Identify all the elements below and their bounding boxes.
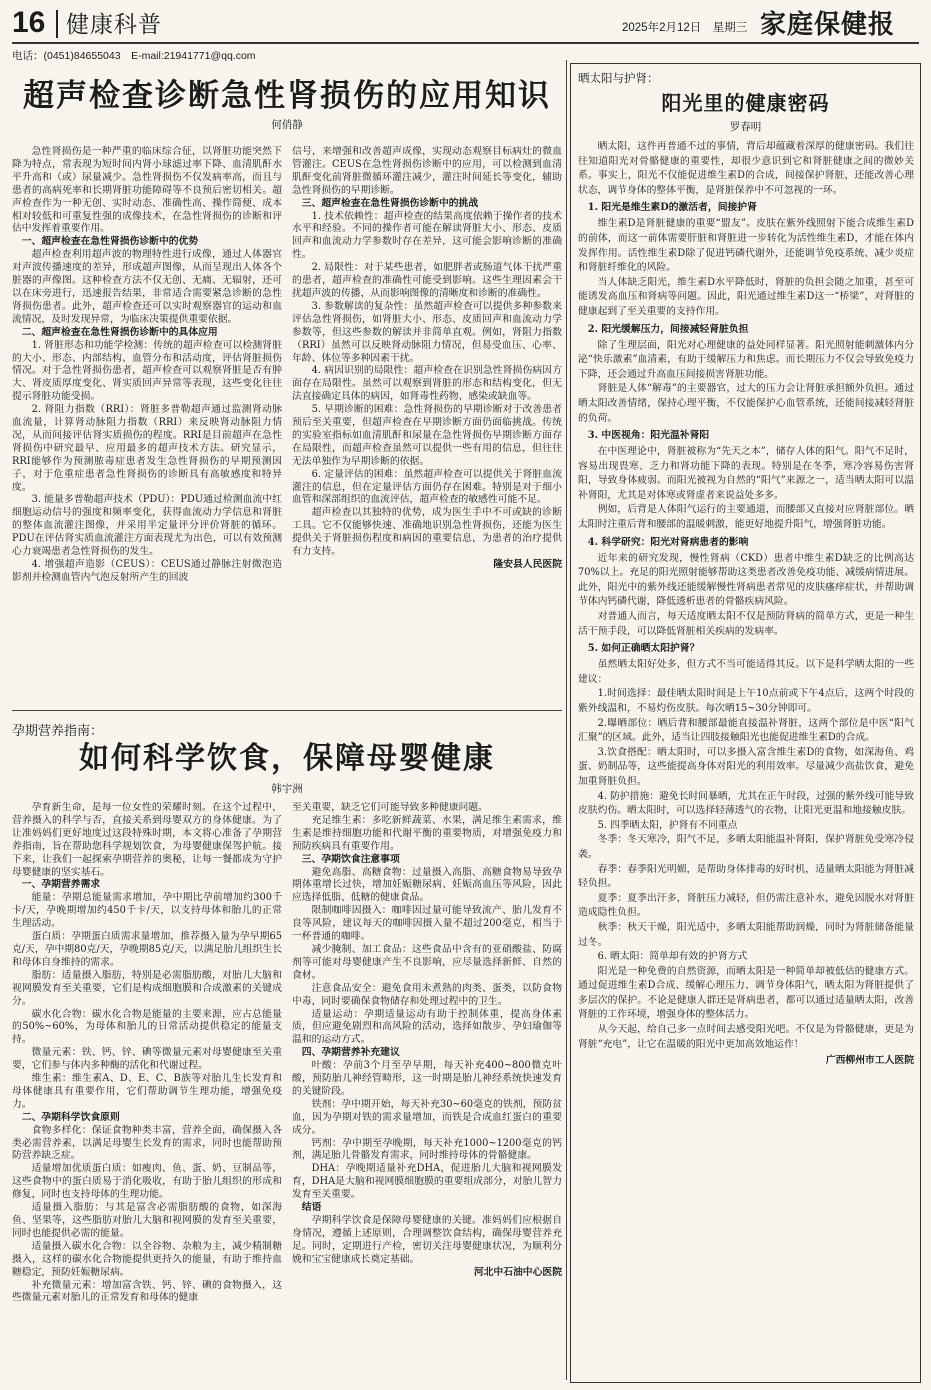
- article2-column-1: [12, 802, 282, 1382]
- paragraph: 孕育新生命，是每一位女性的荣耀时刻。在这个过程中，营养摄入的科学与否，直接关系到母婴双方的身体健康。为了让准妈妈们更好地度过这段特殊时期，本文将心准备了孕期营养指南，旨在帮助您科学规划饮食，为母婴健康保驾护航。接下来，让我们一起探索孕期营养的奥秘，让每一餐都成为守护母婴健康的坚实基石。: [12, 802, 282, 878]
- paragraph: 至关重要，缺乏它们可能导致多种健康问题。: [292, 802, 488, 813]
- paragraph: 注意食品安全：避免食用未煮熟的肉类、蛋类，以防食物中毒，同时要确保食物储存和处理过程中的卫生。: [292, 982, 562, 1007]
- paper-name: 家庭保健报: [760, 10, 896, 40]
- paragraph: 5. 四季晒太阳，护肾有不同重点: [597, 819, 738, 831]
- section-heading: 1. 阳光是维生素D的激活者，间接护肾: [587, 202, 757, 214]
- section-heading: 三、超声检查在急性肾损伤诊断中的挑战: [301, 197, 479, 209]
- paragraph: 秋季：秋天干燥，阳光适中，多晒太阳能帮助润燥，同时为肾脏储备能量过冬。: [578, 921, 914, 948]
- article2-kicker: 孕期营养指南：: [12, 724, 104, 739]
- paragraph: 除了生理层面，阳光对心理健康的益处同样显著。阳光照射能刺激体内分泌“快乐激素”血清素，有助于缓解压力和焦虑。而长期压力不仅会导致免疫力下降，还会通过升高血压间接损害肾脏功能。: [578, 339, 914, 380]
- paragraph: 适量摄入碳水化合物：以全谷物、杂粮为主，减少精制糖摄入，这样的碳水化合物能提供更持久的能量，有助于维持血糖稳定，预防妊娠糖尿病。: [12, 1240, 282, 1278]
- article3-kicker: 晒太阳与护肾：: [578, 71, 659, 85]
- paragraph: 虽然晒太阳好处多，但方式不当可能适得其反。以下是科学晒太阳的一些建议：: [578, 659, 914, 685]
- paragraph: 4. 病因识别的局限性：超声检查在识别急性肾损伤病因方面存在局限性。虽然可以观察到肾脏的形态和结构变化，但无法直接确定具体的病因，如肾毒性药物、感染或缺血等。: [292, 365, 562, 403]
- paragraph: 2. 局限性：对于某些患者，如肥胖者或肠道气体干扰严重的患者，超声检查的准确性可能受到影响。这些生理因素会干扰超声波的传播，从而影响图像的清晰度和诊断的准确性。: [292, 262, 562, 299]
- paragraph: 从今天起，给自己多一点时间去感受阳光吧。不仅是为骨骼健康，更是为肾脏“充电”，让它在温暖的阳光中更加高效地运作！: [578, 1024, 914, 1050]
- article2-column-2: [292, 802, 562, 1382]
- paragraph: 适量摄入脂肪：与其是富含必需脂肪酸的食物，如深海鱼、坚果等，这些脂肪对胎儿大脑和视网膜的发育至关重要，同时也能提供必需的能量。: [12, 1202, 282, 1239]
- paragraph: 蛋白质：孕期蛋白质需求量增加，推荐摄入量为孕早期65克/天，孕中期80克/天，孕晚期85克/天，以满足胎儿组织生长和母体自身维持的需求。: [12, 931, 282, 968]
- paragraph: 适量运动：孕期适量运动有助于控制体重，提高身体素质，但应避免剧烈和高风险的活动，选择如散步、孕妇瑜伽等温和的运动方式。: [292, 1008, 562, 1046]
- paragraph: 例如，后背是人体阳气运行的主要通道，而腰部又直接对应肾脏部位。晒太阳时注重后背和腰部的温暖刺激，能更好地提升阳气，增强肾脏功能。: [578, 504, 914, 531]
- paragraph: 6. 晒太阳：简单却有效的护肾方式: [597, 951, 748, 963]
- source-credit: 河北中石油中心医院: [473, 1266, 562, 1278]
- article1-author: 何俏静: [271, 119, 303, 131]
- paragraph: 3.饮食搭配：晒太阳时，可以多摄入富含维生素D的食物，如深海鱼、鸡蛋、奶制品等，这些能提高身体对阳光的利用效率。尽量减少高盐饮食，避免加重肾脏负担。: [578, 746, 914, 787]
- section-heading: 5. 如何正确晒太阳护肾？: [587, 643, 700, 655]
- article1-column-1: [12, 146, 282, 704]
- section-heading: 一、超声检查在急性肾损伤诊断中的优势: [21, 236, 199, 248]
- source-credit: 隆安县人民医院: [493, 559, 562, 570]
- paragraph: 铁剂：孕中期开始，每天补充30~60毫克的铁剂，预防贫血，因为孕期对铁的需求量增加，而铁是合成血红蛋白的重要成分。: [292, 1098, 562, 1136]
- paragraph: 能量：孕期总能量需求增加，孕中期比孕前增加约300千卡/天，孕晚期增加约450千卡/天，以支持母体和胎儿的正常生理活动。: [12, 892, 282, 930]
- paragraph: 5. 早期诊断的困难：急性肾损伤的早期诊断对于改善患者预后至关重要，但超声检查在早期诊断方面仍面临挑战。传统的实验室指标如血清肌酐和尿量在急性肾损伤早期诊断方面存在局限性，而超声检查虽然可以提供一些有用的信息，但往往无法单独作为早期诊断的依据。: [292, 404, 562, 467]
- paragraph: 超声检查以其独特的优势，成为医生手中不可或缺的诊断工具。它不仅能够快速、准确地识别急性肾损伤，还能为医生提供关于肾脏损伤程度和病因的重要信息，为患者的治疗提供有力支持。: [292, 507, 562, 558]
- paragraph: 维生素D是肾脏健康的重要“盟友”。皮肤在紫外线照射下能合成维生素D的前体，而这一前体需要肝脏和肾脏进一步转化为活性维生素D，才能在体内发挥作用。活性维生素D除了促进钙磷代谢外，还能调节免疫系统、减少炎症和肾脏纤维化的风险。: [578, 218, 914, 274]
- paragraph: 1. 技术依赖性：超声检查的结果高度依赖于操作者的技术水平和经验。不同的操作者可能在解读肾脏大小、形态、皮质回声和血流动力学参数时存在差异，这可能会影响诊断的准确性。: [292, 210, 562, 261]
- paragraph: 晒太阳，这件再普通不过的事情，背后却蕴藏着深厚的健康密码。我们往往知道阳光对骨骼健康的重要性，却很少意识到它和肾脏健康之间的微妙关系。事实上，阳光不仅能促进维生素D的合成，间接保护肾脏，还能改善心理状态，调节身体的整体平衡，是肾脏保养中不可忽视的一环。: [578, 141, 914, 196]
- article2-title: 如何科学饮食，保障母婴健康: [79, 741, 495, 776]
- paragraph: 适量增加优质蛋白质：如瘦肉、鱼、蛋、奶、豆制品等，这些食物中的蛋白质易于消化吸收，有助于胎儿组织的形成和修复，同时也支持母体的生理功能。: [12, 1163, 282, 1201]
- paragraph: 3. 能量多普勒超声技术（PDU）：PDU通过检测血流中红细胞运动信号的强度和频率变化，获得血流动力学信息和肾脏的整体血流灌注图像，并采用半定量评分评价肾脏的循环。PDU在评估肾实质血流灌注方面表现尤为出色，可以有效预测心力衰竭患者急性肾损伤的发生。: [12, 494, 282, 558]
- paragraph: 碳水化合物：碳水化合物是能量的主要来源，应占总能量的50%~60%，为母体和胎儿的日常活动提供稳定的能量支持。: [12, 1008, 282, 1046]
- article1-title: 超声检查诊断急性肾损伤的应用知识: [23, 78, 551, 114]
- paragraph: 充足维生素：多吃新鲜蔬菜、水果，满足维生素需求，维生素是维持细胞功能和代谢平衡的重要物质，对增强免疫力和预防疾病具有重要作用。: [292, 814, 562, 852]
- contact-info: 电话：(0451)84655043 E-mail:21941771@qq.com: [12, 50, 256, 62]
- paragraph: 近年来的研究发现，慢性肾病（CKD）患者中维生素D缺乏的比例高达70%以上。充足的阳光照射能够帮助这类患者改善免疫功能、减缓病情进展。此外，阳光中的紫外线还能缓解慢性肾病患者常见的皮肤瘙痒症状，并帮助调节体内钙磷代谢，降低透析患者的骨骼疾病风险。: [578, 552, 914, 608]
- paragraph: 信号，来增强和改善超声成像，实现动态观察目标病灶的微血管灌注。CEUS在急性肾损伤诊断中的应用，可以检测到血清肌酐变化前肾脏微循环灌注减少，灌注时间延长等变化，辅助急性肾损伤的早期诊断。: [292, 146, 562, 196]
- paragraph: 减少腌制、加工食品：这些食品中含有的亚硝酸盐、防腐剂等可能对母婴健康产生不良影响，应尽量选择新鲜、自然的食材。: [292, 943, 562, 981]
- section-heading: 一、孕期营养需求: [21, 879, 101, 891]
- section-heading: 3. 中医视角：阳光温补肾阳: [587, 430, 710, 442]
- paragraph: 4. 防护措施：避免长时间暴晒，尤其在正午时段，过强的紫外线可能导致皮肤灼伤。晒太阳时，可以选择轻薄透气的衣物，让阳光更温和地接触皮肤。: [578, 790, 914, 817]
- paragraph: 叶酸：孕前3个月至孕早期，每天补充400~800微克叶酸，预防胎儿神经管畸形，这一时期是胎儿神经系统快速发育的关键阶段。: [292, 1060, 562, 1097]
- paragraph: 当人体缺乏阳光，维生素D水平降低时，肾脏的负担会随之加重，甚至可能诱发高血压和肾病等问题。因此，阳光通过维生素D这一“桥梁”，对肾脏的健康起到了至关重要的支持作用。: [578, 276, 914, 317]
- column-divider: [566, 60, 567, 1380]
- paragraph: 1.时间选择：最佳晒太阳时间是上午10点前或下午4点后，这两个时段的紫外线温和，不易灼伤皮肤。每次晒15~30分钟即可。: [578, 688, 914, 714]
- paragraph: 微量元素：铁、钙、锌、碘等微量元素对母婴健康至关重要，它们参与体内多种酶的活化和代谢过程。: [12, 1047, 282, 1072]
- paragraph: 补充微量元素：增加富含铁、钙、锌、碘的食物摄入，这些微量元素对胎儿的正常发育和母体的健康: [12, 1279, 282, 1304]
- paragraph: 冬季：冬天寒冷，阳气不足，多晒太阳能温补肾阳，保护肾脏免受寒冷侵袭。: [578, 834, 914, 860]
- issue-date: 2025年2月12日 星期三: [622, 22, 748, 34]
- paragraph: 超声检查利用超声波的物理特性进行成像，通过人体器官对声波传播速度的差异，形成超声图像，从而呈现出人体各个脏器的声像图。这种检查方法不仅无创、无痛、无辐射，还可以在床旁进行，迅速报告结果，非常适合需要紧急诊断的急性肾损伤患者。此外，超声检查还可以实时观察器官的运动和血流情况，及时发现异常，为临床决策提供重要依据。: [12, 249, 282, 325]
- paragraph: 4. 增强超声造影（CEUS）：CEUS通过静脉注射微泡造影剂并检测血管内气泡反射所产生的回波: [12, 559, 282, 583]
- page-number: 16: [12, 6, 46, 39]
- article1-column-2: [292, 146, 562, 704]
- paragraph: 1. 肾脏形态和功能学检测：传统的超声检查可以检测肾脏的大小、形态、内部结构、血管分布和活动度，评估肾脏损伤情况。对于急性肾损伤患者，超声检查可以观察肾脏是否有肿大、肾皮质厚度变化、肾实质回声异常等表现，这些变化往往提示肾脏功能受损。: [12, 339, 282, 403]
- paragraph: 肾脏是人体“解毒”的主要器官，过大的压力会让肾脏承担额外负担。通过晒太阳改善情绪，保持心理平衡，不仅能保护心血管系统，还能间接减轻肾脏的负荷。: [578, 383, 914, 424]
- paragraph: 孕期科学饮食是保障母婴健康的关键。准妈妈们应根据自身情况，遵循上述原则，合理调整饮食结构，确保母婴营养充足。同时，定期进行产检，密切关注母婴健康状况，为顺利分娩和宝宝健康成长奠定基础。: [292, 1215, 562, 1265]
- paragraph: 钙剂：孕中期至孕晚期，每天补充1000~1200毫克的钙剂，满足胎儿骨骼发育需求，同时维持母体的骨骼健康。: [292, 1137, 562, 1162]
- paragraph: 2. 肾阻力指数（RRI）：肾脏多普勒超声通过监测肾动脉血流量，计算肾动脉阻力指数（RRI）来反映肾动脉阻力情况，从而间接评估肾实质损伤的程度。RRI是目前超声在急性肾损伤中研究最早、应用最多的超声技术方法。研究显示，RRI能够作为预测脓毒症患者发生急性肾损伤的早期预测因子，对于危重症患者急性肾损伤的诊断具有高敏感度和特异度。: [12, 404, 282, 493]
- paragraph: DHA：孕晚期适量补充DHA，促进胎儿大脑和视网膜发育，DHA是大脑和视网膜细胞膜的重要组成部分，对胎儿智力发育至关重要。: [292, 1163, 562, 1201]
- section-name: 健康科普: [66, 12, 162, 38]
- article-divider: [12, 710, 562, 711]
- paragraph: 6. 定量评估的困难：虽然超声检查可以提供关于肾脏血流灌注的信息，但在定量评估方面仍存在困难。特别是对于细小血管和深部组织的血流评估，超声检查的敏感性可能不足。: [292, 468, 562, 506]
- paragraph: 2.曝晒部位：晒后背和腰部最能直接温补肾脏，这两个部位是中医“阳气汇聚”的区域。此外，适当让四肢接触阳光也能促进维生素D的合成。: [578, 717, 914, 744]
- paragraph: 对普通人而言，每天适度晒太阳不仅是预防肾病的简单方式，更是一种生活干预手段，可以降低肾脏相关疾病的发病率。: [578, 611, 914, 637]
- paragraph: 食物多样化：保证食物种类丰富，营养全面，确保摄入各类必需营养素，以满足母婴生长发育的需求，同时也能帮助预防营养缺乏症。: [12, 1124, 282, 1162]
- header-divider: [56, 10, 58, 38]
- section-heading: 结语: [301, 1202, 322, 1214]
- section-heading: 三、孕期饮食注意事项: [301, 853, 400, 865]
- article3-body: [578, 140, 914, 1378]
- section-heading: 4. 科学研究：阳光对肾病患者的影响: [587, 536, 749, 548]
- paragraph: 3. 参数解读的复杂性：虽然超声检查可以提供多种参数来评估急性肾损伤，如肾脏大小、形态、皮质回声和血流动力学参数等，但这些参数的解读并非简单直观。例如，肾阻力指数（RRI）虽然可以反映肾动脉阻力情况，但易受血压、心率、年龄、体位等多种因素干扰。: [292, 300, 562, 364]
- paragraph: 急性肾损伤是一种严重的临床综合征，以肾脏功能突然下降为特点，常表现为短时间内肾小球滤过率下降、血清肌酐水平升高和（或）尿量减少。急性肾损伤不仅发病率高，而且与患者的高病死率和长期肾脏功能障碍等不良预后密切相关。超声检查作为一种无创、实时动态、准确性高、操作简便、成本相对较低和可重复性强的成像技术，在急性肾损伤的诊断和评估中发挥着重要作用。: [12, 146, 282, 235]
- section-heading: 二、孕期科学饮食原则: [21, 1111, 120, 1123]
- paragraph: 春季：春季阳光明媚，是帮助身体排毒的好时机，适量晒太阳能为肾脏减轻负担。: [578, 863, 914, 890]
- paragraph: 维生素：维生素A、D、E、C、B族等对胎儿生长发育和母体健康具有重要作用，它们帮助调节生理功能，增强免疫力。: [12, 1073, 282, 1110]
- paragraph: 避免高脂、高糖食物：过量摄入高脂、高糖食物易导致孕期体重增长过快，增加妊娠糖尿病、妊娠高血压等风险，因此应选择低脂、低糖的健康食品。: [292, 866, 562, 904]
- paragraph: 在中医理论中，肾脏被称为“先天之本”，储存人体的阳气。阳气不足时，容易出现畏寒、乏力和肾功能下降的表现。特别是在冬季，寒冷容易伤害肾阳，导致身体疲弱。而阳光被视为自然的“阳气”来源之一，适当晒太阳可以温补肾阳，尤其是对体寒或肾虚者来说益处多多。: [578, 446, 914, 501]
- article2-author: 韩宇洲: [271, 783, 303, 795]
- section-heading: 四、孕期营养补充建议: [301, 1047, 400, 1059]
- paragraph: 阳光是一种免费的自然资源，而晒太阳是一种简单却被低估的健康方式。通过促进维生素D合成、缓解心理压力、调节身体阳气，晒太阳为肾脏提供了多层次的保护。不论是健康人群还是肾病患者，都可以通过适量晒太阳，改善肾脏的工作环境，增强身体的整体活力。: [578, 965, 914, 1021]
- article3-author: 罗春明: [729, 121, 762, 133]
- article3-title: 阳光里的健康密码: [661, 91, 830, 115]
- section-heading: 2. 阳光缓解压力，间接减轻肾脏负担: [587, 323, 749, 335]
- section-heading: 二、超声检查在急性肾损伤诊断中的具体应用: [21, 326, 218, 338]
- paragraph: 脂肪：适量摄入脂肪，特别是必需脂肪酸，对胎儿大脑和视网膜发育至关重要，它们是构成细胞膜和合成激素的关键成分。: [12, 969, 282, 1007]
- paragraph: 夏季：夏季出汗多，肾脏压力减轻，但仍需注意补水，避免因脱水对肾脏造成隐性负担。: [578, 892, 914, 919]
- source-credit: 广西柳州市工人医院: [825, 1055, 914, 1067]
- header-rule: [12, 42, 919, 44]
- paragraph: 限制咖啡因摄入：咖啡因过量可能导致流产、胎儿发育不良等风险，建议每天的咖啡因摄入量不超过200毫克，相当于一杯普通的咖啡。: [292, 905, 562, 943]
